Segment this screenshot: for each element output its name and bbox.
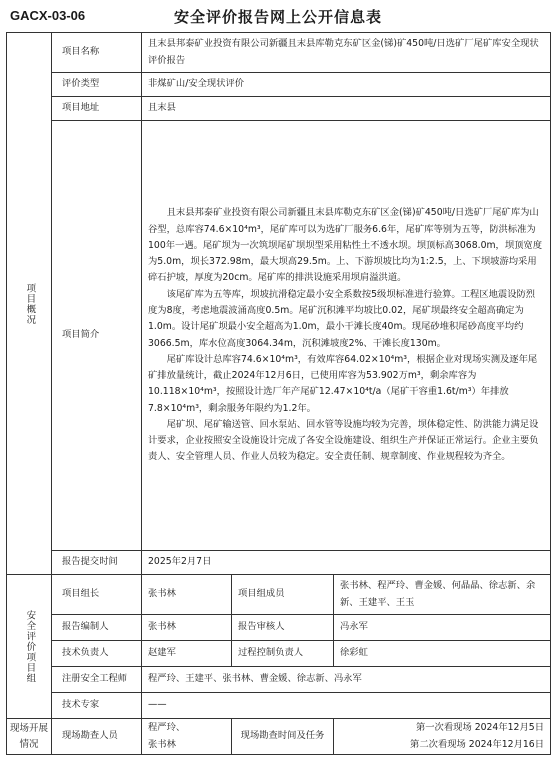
row-project-name xyxy=(7,33,551,73)
section-label-overview: 项目概况 xyxy=(7,33,52,575)
tech-lead-value: 赵建军 xyxy=(142,641,232,667)
row-compiler xyxy=(7,615,551,641)
row-submit-time xyxy=(7,551,551,575)
process-lead-label: 过程控制负责人 xyxy=(232,641,334,667)
intro-content xyxy=(142,121,551,551)
row-experts xyxy=(7,693,551,719)
section-label-site: 现场开展情况 xyxy=(7,719,52,755)
row-leader xyxy=(7,575,551,615)
leader-label: 项目组长 xyxy=(52,575,142,615)
survey-time-line: 第一次看现场 2024年12月5日 xyxy=(415,722,544,734)
row-intro xyxy=(7,121,551,551)
engineers-value: 程严玲、王建平、张书林、曹金媛、徐志新、冯永军 xyxy=(142,667,551,693)
members-label: 项目组成员 xyxy=(232,575,334,615)
surveyor-line: 张书林 xyxy=(148,738,176,750)
eval-type-label: 评价类型 xyxy=(52,73,142,97)
engineers-label: 注册安全工程师 xyxy=(52,667,142,693)
leader-value: 张书林 xyxy=(142,575,232,615)
address-label: 项目地址 xyxy=(52,97,142,121)
experts-label: 技术专家 xyxy=(52,693,142,719)
survey-time-value xyxy=(334,719,551,755)
eval-type-value: 非煤矿山/安全现状评价 xyxy=(142,73,551,97)
page-title: 安全评价报告网上公开信息表 xyxy=(173,8,382,26)
submit-time-label: 报告提交时间 xyxy=(52,551,142,575)
row-engineers xyxy=(7,667,551,693)
form-code: GACX-03-06 xyxy=(10,8,86,23)
surveyor-line: 程严玲、 xyxy=(148,722,186,734)
row-address xyxy=(7,97,551,121)
tech-lead-label: 技术负责人 xyxy=(52,641,142,667)
reviewer-label: 报告审核人 xyxy=(232,615,334,641)
address-value: 且末县 xyxy=(142,97,551,121)
intro-paragraph: 尾矿库设计总库容74.6×10⁴m³，有效库容64.02×10⁴m³，根据企业对现场实测及逐年尾矿排放量统计，截止2024年12月6日，已使用库容为53.902万m³，剩余库容为10.118×10⁴m³，按照设计选厂年产尾矿12.47×10⁴t/a（尾矿干容重1.6t/m³）年排放7.8×10⁴m³，剩余服务年限约为1.2年。 xyxy=(148,353,538,414)
reviewer-value: 冯永军 xyxy=(334,615,551,641)
compiler-value: 张书林 xyxy=(142,615,232,641)
intro-paragraph: 尾矿坝、尾矿输送管、回水泵站、回水管等设施均较为完善，坝体稳定性、防洪能力满足设计要求，企业按照安全设施设计完成了各安全设施建设、组织生产并保证正常运行。企业主要负责人、安全管理人员、作业人员较为稳定。安全责任制、规章制度、作业规程较为齐全。 xyxy=(148,418,539,463)
compiler-label: 报告编制人 xyxy=(52,615,142,641)
process-lead-value: 徐彩虹 xyxy=(334,641,551,667)
info-table xyxy=(6,32,551,755)
surveyors-label: 现场勘查人员 xyxy=(52,719,142,755)
surveyors-value xyxy=(142,719,232,755)
project-name-label: 项目名称 xyxy=(52,33,142,73)
section-label-team: 安全评价项目组 xyxy=(7,575,52,719)
row-site xyxy=(7,719,551,755)
intro-paragraph: 且末县邦泰矿业投资有限公司新疆且末县库勒克东矿区金(锑)矿450吨/日选矿厂尾矿库为山谷型，总库容74.6×10⁴m³，尾矿库可以为选矿厂服务6.6年，尾矿库等别为五等，防洪标准为100年一遇。尾矿坝为一次筑坝尾矿坝坝型采用粘性土不透水坝。坝顶标高3068.0m，坝顶宽度为5.0m，坝长372.98m，最大坝高29.5m。上、下游坝坡比均为1:2.5，上、下坝坡游均采用碎石护坡，厚度为20cm。尾矿库的排洪设施采用坝肩溢洪道。 xyxy=(148,207,543,284)
row-eval-type xyxy=(7,73,551,97)
experts-value: —— xyxy=(142,693,551,719)
intro-paragraph: 该尾矿库为五等库，坝坡抗滑稳定最小安全系数按5级坝标准进行验算。工程区地震设防烈度为8度，考虑地震波涌高度0.5m。尾矿沉积滩平均坡比0.02，尾矿坝最终安全超高确定为1.0m。设计尾矿坝最小安全超高为1.0m，最小干滩长度40m。现尾砂堆积尾砂高度平均约3066.5m，库水位高度3064.34m，沉积滩坡度2%、干滩长度130m。 xyxy=(148,288,536,349)
members-value: 张书林、程严玲、曹金媛、何晶晶、徐志新、余新、王建平、王玉 xyxy=(334,575,551,615)
survey-time-line: 第二次看现场 2024年12月16日 xyxy=(410,738,544,750)
submit-time-value: 2025年2月7日 xyxy=(142,551,551,575)
page-header xyxy=(0,0,556,30)
survey-time-label: 现场勘查时间及任务 xyxy=(232,719,334,755)
row-tech-lead xyxy=(7,641,551,667)
project-name-value: 且末县邦泰矿业投资有限公司新疆且末县库勒克东矿区金(锑)矿450吨/日选矿厂尾矿库安全现状评价报告 xyxy=(142,33,551,73)
intro-label: 项目简介 xyxy=(52,121,142,551)
